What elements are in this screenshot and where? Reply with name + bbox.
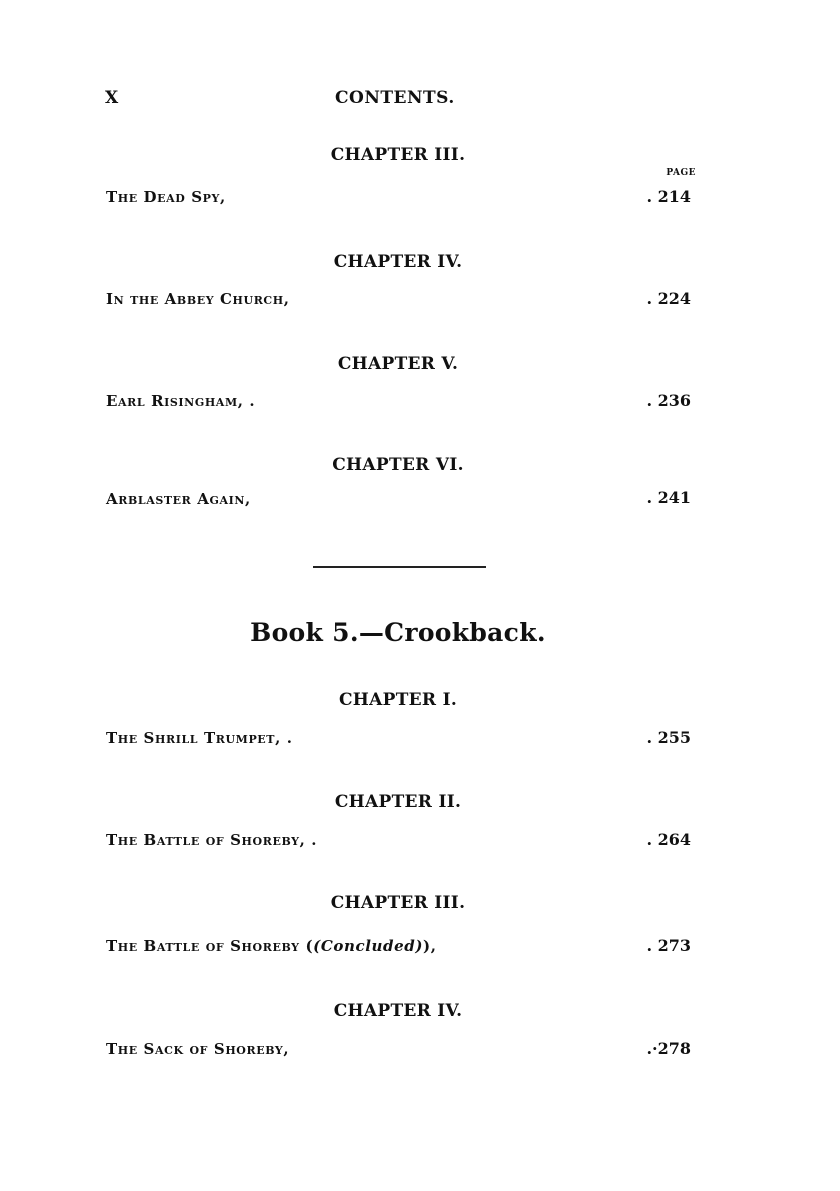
toc-entry-page: . 264 xyxy=(646,830,691,849)
toc-entry-page: .·278 xyxy=(646,1039,691,1058)
toc-entry-title-main: The Battle of Shoreby xyxy=(106,937,300,955)
chapter-heading: CHAPTER II. xyxy=(334,792,462,812)
toc-entry-page: . 214 xyxy=(646,187,691,206)
chapter-heading: CHAPTER VI. xyxy=(332,455,464,475)
toc-entry-title-qualifier: ((Concluded)) xyxy=(305,937,431,955)
running-title: CONTENTS. xyxy=(335,88,455,108)
chapter-heading: CHAPTER III. xyxy=(330,893,466,913)
toc-entry-title: The Dead Spy, xyxy=(106,188,226,206)
page-number-folio: X xyxy=(105,88,119,108)
toc-entry-title: The Battle of Shoreby, . xyxy=(106,831,318,849)
chapter-heading: CHAPTER IV. xyxy=(333,1001,463,1021)
toc-entry-page: . 224 xyxy=(646,289,691,308)
toc-entry-title: The Battle of Shoreby ((Concluded)), xyxy=(106,937,437,955)
toc-entry-title: The Sack of Shoreby, xyxy=(106,1040,290,1058)
chapter-heading: CHAPTER I. xyxy=(338,690,458,710)
toc-entry-title: In the Abbey Church, xyxy=(106,290,290,308)
toc-entry-page: . 236 xyxy=(646,391,691,410)
toc-entry-page: . 273 xyxy=(646,936,691,955)
chapter-heading: CHAPTER IV. xyxy=(333,252,463,272)
toc-entry-page: . 241 xyxy=(646,488,691,507)
page-column-label: PAGE xyxy=(666,168,696,178)
chapter-heading: CHAPTER V. xyxy=(337,354,459,374)
toc-entry-page: . 255 xyxy=(646,728,691,747)
toc-entry-title: Earl Risingham, . xyxy=(106,392,256,410)
toc-entry-title: The Shrill Trumpet, . xyxy=(106,729,293,747)
chapter-heading: CHAPTER III. xyxy=(330,145,466,165)
toc-entry-title: Arblaster Again, xyxy=(106,490,251,508)
section-divider xyxy=(313,566,486,568)
book-heading: Book 5.—Crookback. xyxy=(250,618,546,647)
